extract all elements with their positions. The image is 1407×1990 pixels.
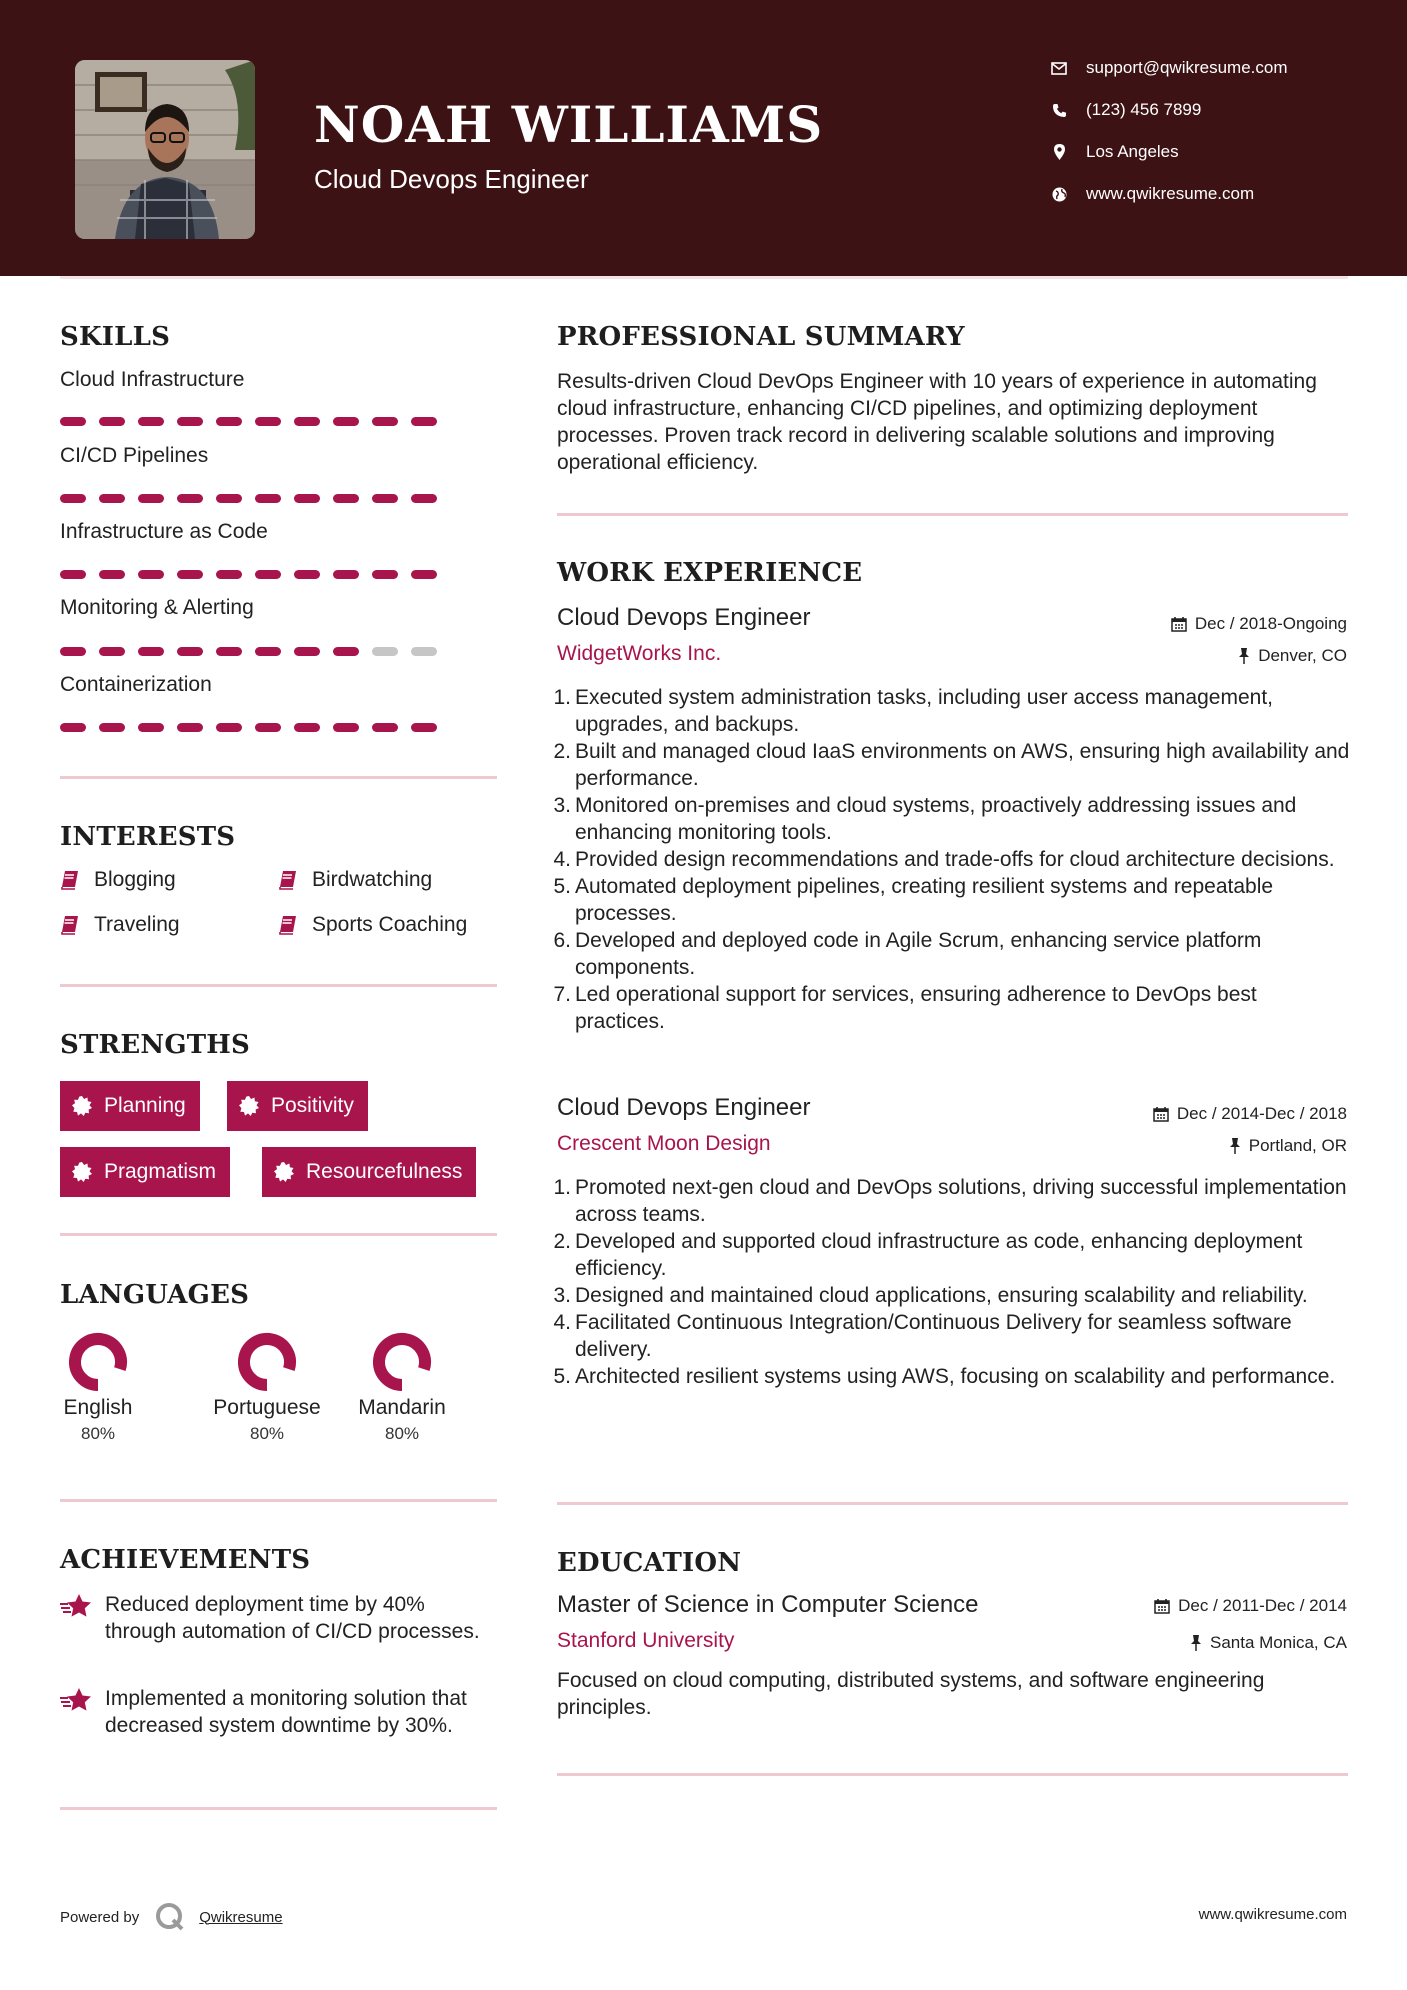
bullet-text: Facilitated Continuous Integration/Continuous Delivery for seamless software delivery. <box>575 1311 1292 1361</box>
section-divider <box>557 513 1348 516</box>
experience-heading: WORK EXPERIENCE <box>557 558 863 588</box>
strength-tag <box>60 1081 200 1131</box>
rating-dot-filled <box>411 417 437 426</box>
book-icon <box>278 870 298 890</box>
footer-powered-by <box>60 1902 283 1932</box>
job-title: Cloud Devops Engineer <box>557 604 811 631</box>
language-level: 80% <box>384 1424 420 1443</box>
language-progress-arc <box>75 1339 121 1385</box>
interest-item <box>60 868 176 892</box>
list-item: 1. Promoted next-gen cloud and DevOps solutions, driving successful implementation across teams. <box>552 1174 1352 1228</box>
rating-dot-filled <box>60 647 86 656</box>
language-name: Portuguese <box>213 1396 321 1419</box>
envelope-icon <box>1050 59 1068 77</box>
section-divider <box>60 1499 497 1502</box>
rating-dot-filled <box>255 723 281 732</box>
section-divider <box>557 1502 1348 1505</box>
rating-dot-filled <box>216 494 242 503</box>
language-item <box>342 1330 462 1444</box>
list-item: 3. Designed and maintained cloud applications, ensuring scalability and reliability. <box>553 1284 1308 1307</box>
bullet-text: Developed and supported cloud infrastructure as code, enhancing deployment efficiency. <box>575 1230 1303 1280</box>
header-divider <box>60 276 1348 279</box>
education-heading: EDUCATION <box>557 1548 742 1578</box>
list-item: 7. Led operational support for services, ensuring adherence to DevOps best practices. <box>552 981 1352 1035</box>
rating-dot-filled <box>60 417 86 426</box>
section-divider <box>60 1807 497 1810</box>
powered-by-text: Powered by <box>60 1908 140 1926</box>
rating-dot-filled <box>177 494 203 503</box>
list-item: 5. Automated deployment pipelines, creating resilient systems and repeatable processes. <box>552 873 1352 927</box>
achievement-text: Reduced deployment time by 40% through automation of CI/CD processes. <box>105 1593 480 1643</box>
star-icon <box>60 1687 93 1713</box>
interest-label: Blogging <box>94 868 176 891</box>
bullet-text: Architected resilient systems using AWS, focusing on scalability and performance. <box>575 1365 1336 1388</box>
badge-icon <box>72 1096 92 1116</box>
rating-dot-filled <box>333 494 359 503</box>
section-divider <box>60 776 497 779</box>
resume-header <box>0 0 1407 276</box>
interest-item <box>278 868 432 892</box>
interests-heading: INTERESTS <box>60 822 236 852</box>
pushpin-icon <box>1229 1138 1241 1154</box>
strength-tag <box>227 1081 368 1131</box>
skills-heading: SKILLS <box>60 322 171 352</box>
education-date <box>1154 1596 1347 1616</box>
rating-dot-filled <box>138 494 164 503</box>
skill-rating <box>60 417 450 426</box>
rating-dot-filled <box>255 570 281 579</box>
rating-dot-filled <box>294 494 320 503</box>
bullet-text: Monitored on-premises and cloud systems, proactively addressing issues and enhancing monitoring tools. <box>575 794 1297 844</box>
rating-dot-filled <box>294 417 320 426</box>
company-name: Crescent Moon Design <box>557 1132 771 1155</box>
company-name: WidgetWorks Inc. <box>557 642 722 665</box>
achievement-item <box>60 1591 500 1645</box>
strength-label: Positivity <box>271 1094 354 1117</box>
list-item: 4. Facilitated Continuous Integration/Continuous Delivery for seamless software delivery. <box>552 1309 1352 1363</box>
contact-location-text: Los Angeles <box>1086 142 1179 161</box>
qwikresume-logo-icon <box>155 1902 185 1932</box>
rating-dot-filled <box>333 723 359 732</box>
rating-dot-filled <box>333 417 359 426</box>
candidate-name: NOAH WILLIAMS <box>314 95 824 154</box>
education-location <box>1190 1633 1347 1653</box>
rating-dot-filled <box>216 723 242 732</box>
footer-url[interactable]: www.qwikresume.com <box>1198 1906 1347 1923</box>
list-item: 2. Developed and supported cloud infrastructure as code, enhancing deployment efficiency. <box>552 1228 1352 1282</box>
rating-dot-filled <box>177 723 203 732</box>
rating-dot-filled <box>138 723 164 732</box>
interest-label: Sports Coaching <box>312 913 468 936</box>
bullet-text: Promoted next-gen cloud and DevOps solutions, driving successful implementation across teams. <box>575 1176 1347 1226</box>
language-level: 80% <box>249 1424 285 1443</box>
skill-name: Cloud Infrastructure <box>60 368 245 391</box>
badge-icon <box>239 1096 259 1116</box>
job-location <box>1229 1136 1347 1156</box>
job-title: Cloud Devops Engineer <box>557 1094 811 1121</box>
contact-website[interactable] <box>1050 184 1254 204</box>
language-progress-arc <box>379 1339 425 1385</box>
rating-dot-filled <box>294 647 320 656</box>
rating-dot-filled <box>99 647 125 656</box>
strength-label: Resourcefulness <box>306 1160 463 1183</box>
contact-email[interactable] <box>1050 58 1288 78</box>
pushpin-icon <box>1190 1635 1202 1651</box>
rating-dot-filled <box>99 723 125 732</box>
job-responsibilities <box>552 1174 1352 1390</box>
rating-dot-filled <box>372 494 398 503</box>
language-name: Mandarin <box>358 1396 446 1419</box>
achievement-item <box>60 1685 500 1739</box>
list-item: 6. Developed and deployed code in Agile Scrum, enhancing service platform components. <box>552 927 1352 981</box>
rating-dot-filled <box>60 494 86 503</box>
rating-dot-filled <box>216 647 242 656</box>
job-location-text: Portland, OR <box>1248 1136 1347 1155</box>
star-icon <box>60 1593 93 1619</box>
school-name: Stanford University <box>557 1629 735 1652</box>
rating-dot-filled <box>216 570 242 579</box>
contact-email-text: support@qwikresume.com <box>1086 58 1288 77</box>
education-description: Focused on cloud computing, distributed systems, and software engineering principles. <box>557 1669 1265 1719</box>
job-date-text: Dec / 2014-Dec / 2018 <box>1176 1104 1347 1123</box>
bullet-text: Executed system administration tasks, including user access management, upgrades, and backups. <box>575 686 1273 736</box>
bullet-text: Led operational support for services, ensuring adherence to DevOps best practices. <box>575 983 1257 1033</box>
rating-dot-filled <box>216 417 242 426</box>
skill-name: Infrastructure as Code <box>60 520 268 543</box>
section-divider <box>557 1773 1348 1776</box>
skill-name: Monitoring & Alerting <box>60 596 254 619</box>
skill-rating <box>60 647 450 656</box>
rating-dot-filled <box>60 723 86 732</box>
rating-dot-filled <box>411 570 437 579</box>
interest-item <box>278 913 467 937</box>
list-item: 4. Provided design recommendations and trade-offs for cloud architecture decisions. <box>553 848 1335 871</box>
rating-dot-filled <box>177 647 203 656</box>
location-pin-icon <box>1050 143 1068 161</box>
achievement-text: Implemented a monitoring solution that decreased system downtime by 30%. <box>105 1687 467 1737</box>
rating-dot-filled <box>177 570 203 579</box>
degree-title: Master of Science in Computer Science <box>557 1591 979 1618</box>
language-progress-ring <box>66 1330 130 1394</box>
phone-icon <box>1050 101 1068 119</box>
rating-dot-empty <box>372 647 398 656</box>
job-location-text: Denver, CO <box>1258 646 1347 665</box>
contact-phone[interactable] <box>1050 100 1201 120</box>
skill-rating <box>60 494 450 503</box>
rating-dot-filled <box>372 723 398 732</box>
interest-label: Birdwatching <box>312 868 433 891</box>
badge-icon <box>72 1162 92 1182</box>
list-item: 3. Monitored on-premises and cloud systems, proactively addressing issues and enhancing monitoring tools. <box>552 792 1352 846</box>
skill-rating <box>60 723 450 732</box>
strength-label: Planning <box>104 1094 186 1117</box>
language-item <box>38 1330 158 1444</box>
skill-rating <box>60 570 450 579</box>
rating-dot-filled <box>411 723 437 732</box>
education-location-text: Santa Monica, CA <box>1209 1633 1347 1652</box>
profile-photo <box>75 60 255 239</box>
language-progress-ring <box>370 1330 434 1394</box>
section-divider <box>60 984 497 987</box>
job-location <box>1238 646 1347 666</box>
summary-heading: PROFESSIONAL SUMMARY <box>557 322 965 352</box>
education-date-text: Dec / 2011-Dec / 2014 <box>1178 1596 1347 1615</box>
contact-location <box>1050 142 1179 162</box>
rating-dot-filled <box>333 647 359 656</box>
candidate-title: Cloud Devops Engineer <box>314 164 589 194</box>
contact-phone-text: (123) 456 7899 <box>1086 100 1202 119</box>
rating-dot-filled <box>255 647 281 656</box>
skill-name: Containerization <box>60 673 212 696</box>
job-responsibilities <box>552 684 1352 1035</box>
job-date-text: Dec / 2018-Ongoing <box>1194 614 1347 633</box>
section-divider <box>60 1233 497 1236</box>
pushpin-icon <box>1238 648 1250 664</box>
strengths-heading: STRENGTHS <box>60 1030 251 1060</box>
calendar-icon <box>1154 1598 1170 1614</box>
rating-dot-filled <box>177 417 203 426</box>
languages-heading: LANGUAGES <box>60 1280 250 1310</box>
summary-text: Results-driven Cloud DevOps Engineer with 10 years of experience in automating cloud infrastructure, enhancing CI/CD pipelines, and optimizing deployment processes. Proven track record in delivering scalable solutions and improving operational efficiency. <box>557 370 1317 474</box>
rating-dot-filled <box>255 494 281 503</box>
rating-dot-filled <box>99 494 125 503</box>
job-date <box>1153 1104 1347 1124</box>
rating-dot-filled <box>99 570 125 579</box>
job-date <box>1171 614 1347 634</box>
language-progress-ring <box>235 1330 299 1394</box>
contact-website-text: www.qwikresume.com <box>1086 184 1255 203</box>
badge-icon <box>274 1162 294 1182</box>
language-progress-arc <box>244 1339 290 1385</box>
rating-dot-filled <box>255 417 281 426</box>
book-icon <box>278 915 298 935</box>
bullet-text: Designed and maintained cloud applications, ensuring scalability and reliability. <box>575 1284 1308 1307</box>
strength-tag <box>60 1147 230 1197</box>
book-icon <box>60 870 80 890</box>
bullet-text: Built and managed cloud IaaS environments on AWS, ensuring high availability and performance. <box>575 740 1350 790</box>
list-item: 2. Built and managed cloud IaaS environments on AWS, ensuring high availability and performance. <box>552 738 1352 792</box>
list-item: 1. Executed system administration tasks, including user access management, upgrades, and backups. <box>552 684 1352 738</box>
rating-dot-empty <box>411 647 437 656</box>
rating-dot-filled <box>294 723 320 732</box>
rating-dot-filled <box>99 417 125 426</box>
strength-tag <box>262 1147 476 1197</box>
bullet-text: Automated deployment pipelines, creating resilient systems and repeatable processes. <box>575 875 1274 925</box>
book-icon <box>60 915 80 935</box>
rating-dot-filled <box>372 570 398 579</box>
language-name: English <box>63 1396 133 1419</box>
language-level: 80% <box>80 1424 116 1443</box>
bullet-text: Developed and deployed code in Agile Scrum, enhancing service platform components. <box>575 929 1262 979</box>
rating-dot-filled <box>138 647 164 656</box>
interest-item <box>60 913 180 937</box>
calendar-icon <box>1153 1106 1169 1122</box>
list-item: 5. Architected resilient systems using AWS, focusing on scalability and performance. <box>553 1365 1336 1388</box>
strength-label: Pragmatism <box>104 1160 217 1183</box>
rating-dot-filled <box>60 570 86 579</box>
achievements-heading: ACHIEVEMENTS <box>60 1545 311 1575</box>
globe-icon <box>1050 185 1068 203</box>
rating-dot-filled <box>138 570 164 579</box>
rating-dot-filled <box>372 417 398 426</box>
bullet-text: Provided design recommendations and trade-offs for cloud architecture decisions. <box>575 848 1335 871</box>
rating-dot-filled <box>411 494 437 503</box>
interest-label: Traveling <box>94 913 180 936</box>
language-item <box>207 1330 327 1444</box>
brand-link[interactable]: Qwikresume <box>199 1908 283 1926</box>
rating-dot-filled <box>138 417 164 426</box>
rating-dot-filled <box>333 570 359 579</box>
calendar-icon <box>1171 616 1187 632</box>
skill-name: CI/CD Pipelines <box>60 444 209 467</box>
rating-dot-filled <box>294 570 320 579</box>
